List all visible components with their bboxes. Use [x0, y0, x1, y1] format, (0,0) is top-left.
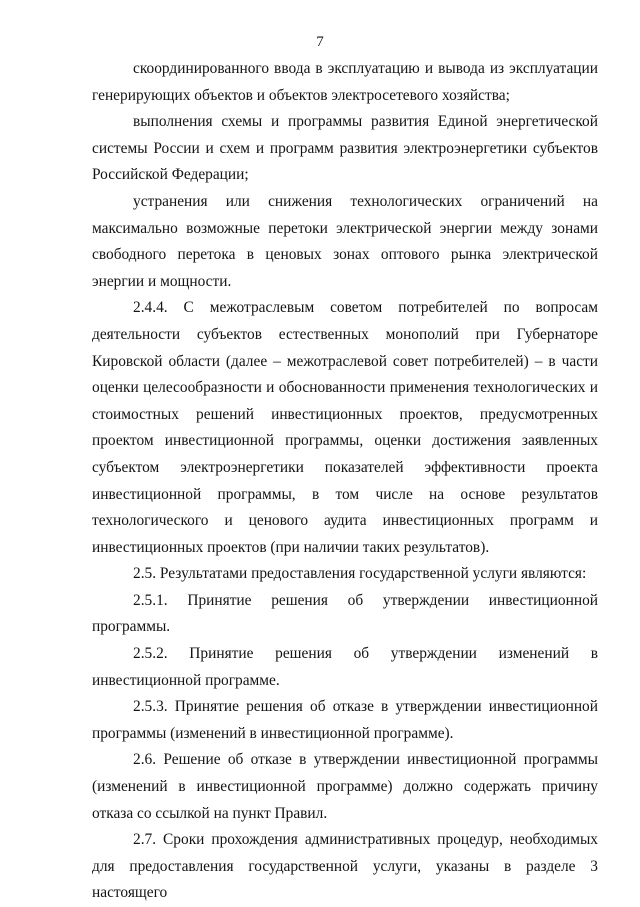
document-body — [92, 56, 598, 907]
paragraph-2-7: 2.7. Сроки прохождения административных процедур, необходимых для предоставления государственной услуги, указаны в разделе 3 настоящего — [92, 831, 598, 902]
paragraph-coordinated-commissioning: скоординированного ввода в эксплуатацию и вывода из эксплуатации генерирующих объектов и объектов электросетевого хозяйства; — [92, 60, 598, 104]
page-number: 7 — [316, 34, 324, 50]
paragraph-2-5-2: 2.5.2. Принятие решения об утверждении изменений в инвестиционной программе. — [92, 645, 598, 689]
paragraph-technological-limits: устранения или снижения технологических ограничений на максимально возможные перетоки электрической энергии между зонами свободного перетока в ценовых зонах оптового рынка электрической энергии и мощности. — [92, 192, 598, 290]
paragraph-2-5: 2.5. Результатами предоставления государственной услуги являются: — [133, 565, 587, 583]
paragraph-2-4-4: 2.4.4. С межотраслевым советом потребителей по вопросам деятельности субъектов естественных монополий при Губернаторе Кировской области (далее – межотраслевой совет потребителей) – в части оценки целесообразности и обоснованности применения технологических и стоимостных решений инвестиционных проектов, предусмотренных проектом инвестиционной программы, оценки достижения заявленных субъектом электроэнергетики показателей эффективности проекта инвестиционной программы, в том числе на основе результатов технологического и ценового аудита инвестиционных программ и инвестиционных проектов (при наличии таких результатов). — [92, 299, 598, 556]
paragraph-development-scheme: выполнения схемы и программы развития Единой энергетической системы России и схем и программ развития электроэнергетики субъектов Российской Федерации; — [92, 113, 598, 184]
paragraph-2-5-1: 2.5.1. Принятие решения об утверждении инвестиционной программы. — [92, 591, 598, 636]
paragraph-2-5-3: 2.5.3. Принятие решения об отказе в утверждении инвестиционной программы (изменений в инвестиционной программе). — [92, 698, 598, 742]
paragraph-2-6: 2.6. Решение об отказе в утверждении инвестиционной программы (изменений в инвестиционной программе) должно содержать причину отказа со ссылкой на пункт Правил. — [92, 751, 598, 822]
